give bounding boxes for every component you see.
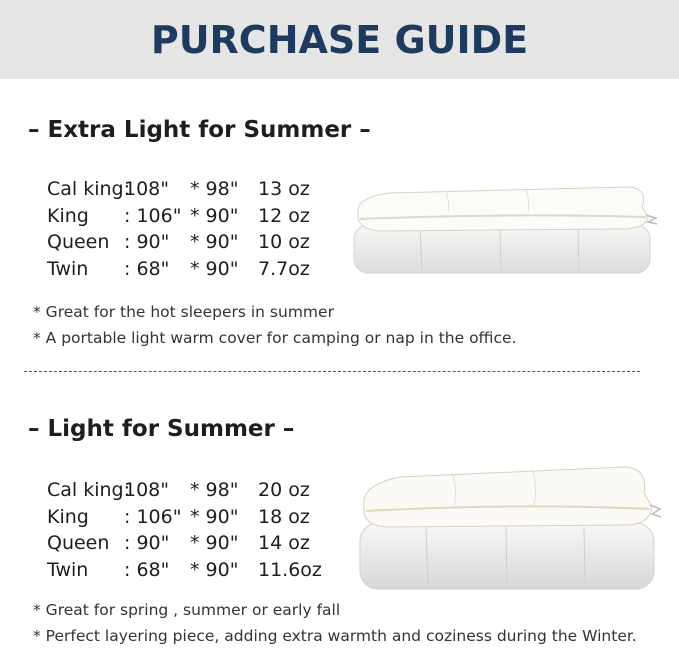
size-width: 108" <box>124 178 170 200</box>
section-title-extra-light: – Extra Light for Summer – <box>28 117 371 143</box>
note: * Great for spring , summer or early fall <box>33 601 341 619</box>
size-length: * 90" <box>190 204 239 227</box>
size-name: King <box>47 204 89 227</box>
size-weight: 7.7oz <box>258 258 310 281</box>
size-width: : 106" <box>124 204 182 227</box>
size-width: : 68" <box>124 258 170 281</box>
size-weight: 18 oz <box>258 505 310 528</box>
section-title-light: – Light for Summer – <box>28 416 295 442</box>
size-weight: 14 oz <box>258 532 310 555</box>
size-width: : 90" <box>124 231 170 254</box>
page-title: PURCHASE GUIDE <box>150 17 529 62</box>
section-divider <box>24 371 640 372</box>
size-name: Cal king: <box>47 178 131 200</box>
size-table-light <box>47 477 338 584</box>
size-length: * 90" <box>190 532 239 555</box>
note: * Great for the hot sleepers in summer <box>33 303 334 321</box>
duvet-image-light <box>356 463 668 593</box>
size-width: 108" <box>124 479 170 501</box>
size-name: Cal king: <box>47 479 131 501</box>
size-row <box>47 229 338 256</box>
size-name: King <box>47 505 89 528</box>
size-weight: 11.6oz <box>258 559 322 582</box>
size-length: * 90" <box>190 231 239 254</box>
header-banner <box>0 0 679 79</box>
size-name: Queen <box>47 231 110 254</box>
size-weight: 20 oz <box>258 479 310 501</box>
size-row <box>47 504 338 531</box>
size-table-extra-light <box>47 176 338 283</box>
size-length: * 98" <box>190 178 239 200</box>
size-row <box>47 557 338 584</box>
size-weight: 10 oz <box>258 231 310 254</box>
size-name: Twin <box>47 258 89 281</box>
size-weight: 13 oz <box>258 178 310 200</box>
size-name: Queen <box>47 532 110 555</box>
duvet-image-extra-light <box>350 183 665 278</box>
size-width: : 68" <box>124 559 170 582</box>
size-row <box>47 176 338 203</box>
size-length: * 90" <box>190 559 239 582</box>
size-length: * 90" <box>190 258 239 281</box>
size-row <box>47 203 338 230</box>
size-width: : 90" <box>124 532 170 555</box>
size-row <box>47 256 338 283</box>
size-name: Twin <box>47 559 89 582</box>
note: * Perfect layering piece, adding extra warmth and coziness during the Winter. <box>33 627 637 645</box>
size-length: * 90" <box>190 505 239 528</box>
size-weight: 12 oz <box>258 204 310 227</box>
size-row <box>47 530 338 557</box>
size-row <box>47 477 338 504</box>
note: * A portable light warm cover for camping or nap in the office. <box>33 329 517 347</box>
size-width: : 106" <box>124 505 182 528</box>
size-length: * 98" <box>190 479 239 501</box>
